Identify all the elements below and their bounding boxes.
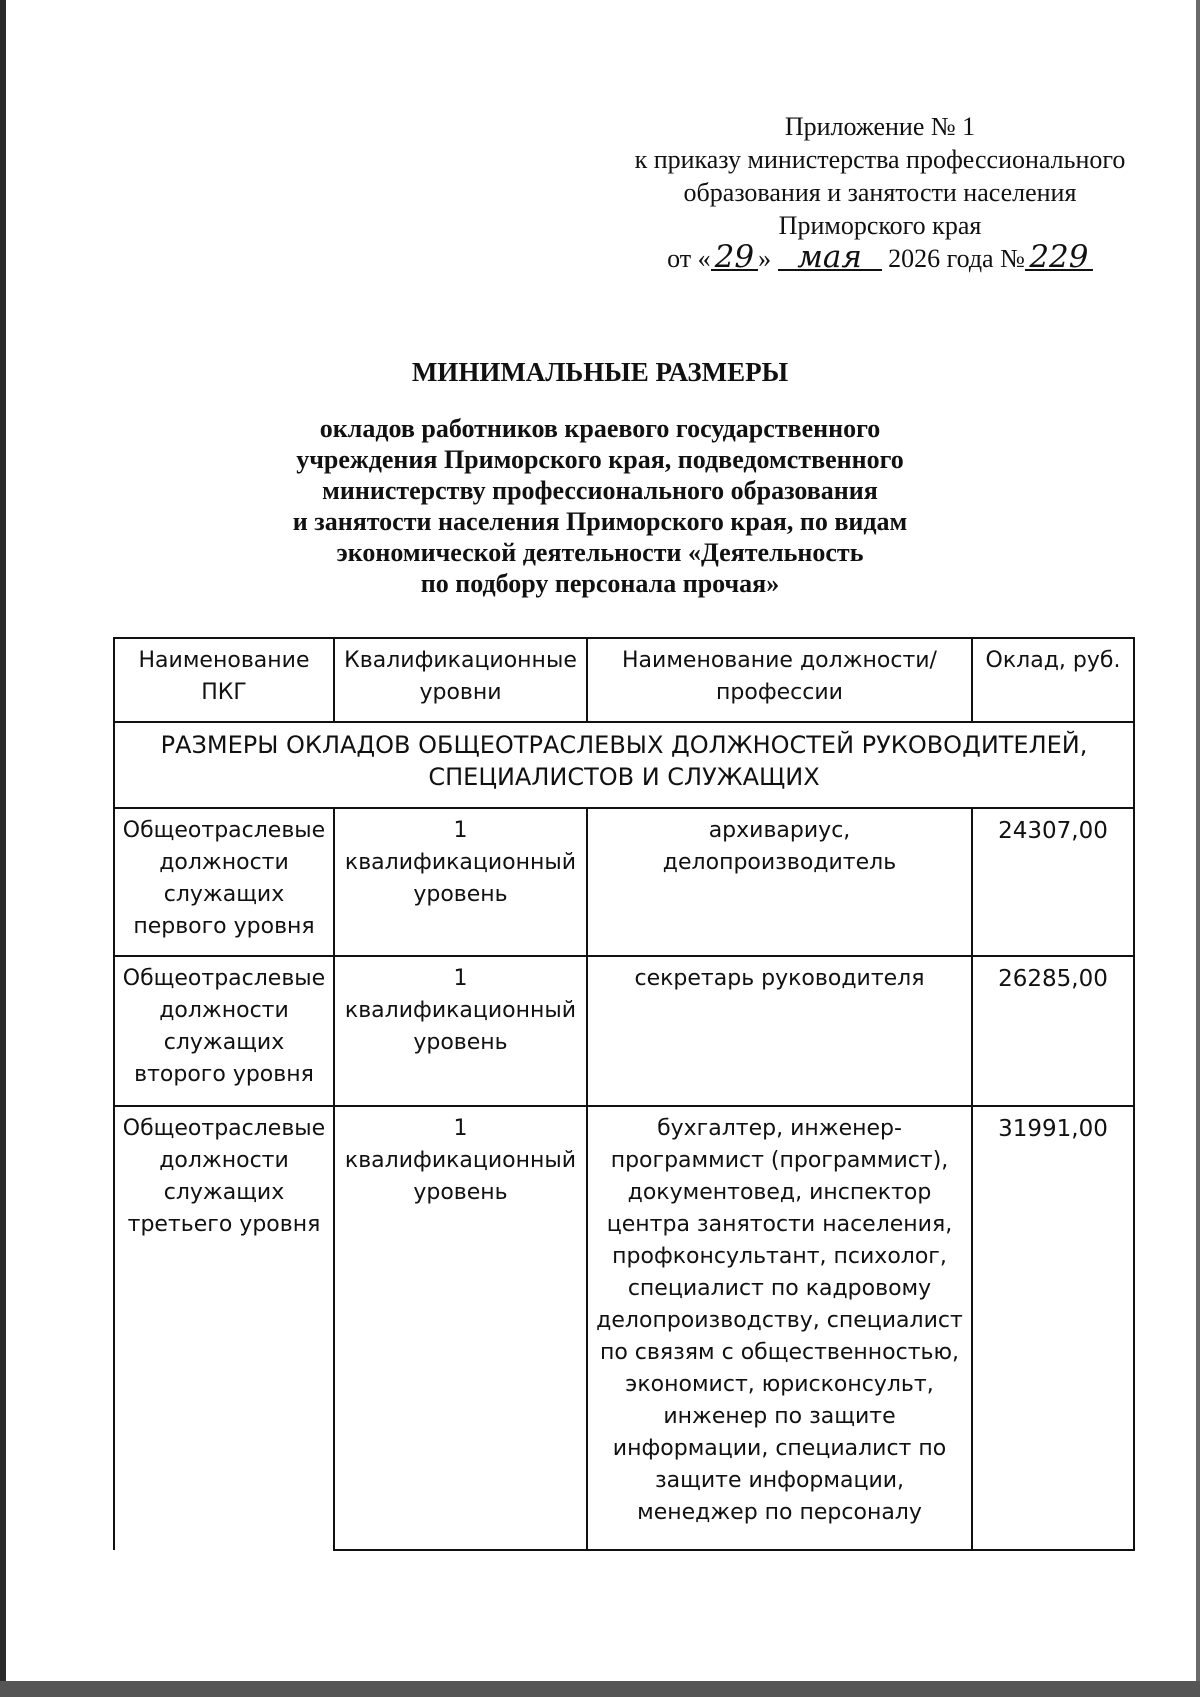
cell-salary: 31991,00 bbox=[972, 1106, 1134, 1550]
year-text: 2026 года № bbox=[888, 244, 1025, 273]
order-ref-line-2: образования и занятости населения bbox=[683, 178, 1077, 207]
header-levels: Квалификационные уровни bbox=[334, 638, 587, 722]
cell-level: 1 квалификационный уровень bbox=[334, 956, 587, 1106]
table-section-row bbox=[114, 722, 1134, 808]
order-ref-line-1: к приказу министерства профессионального bbox=[634, 145, 1126, 174]
date-prefix: от « bbox=[667, 244, 711, 273]
order-date-line bbox=[590, 239, 1170, 275]
handwritten-order-number: 229 bbox=[1025, 245, 1093, 271]
approval-block bbox=[590, 110, 1170, 275]
cell-level: 1 квалификационный уровень bbox=[334, 1106, 587, 1550]
document-title: МИНИМАЛЬНЫЕ РАЗМЕРЫ bbox=[411, 357, 789, 387]
document-subtitle bbox=[180, 413, 1020, 599]
cell-pkg: Общеотраслевые должности служащих третьего уровня bbox=[114, 1106, 334, 1550]
scan-left-edge bbox=[0, 0, 6, 1697]
handwritten-month: мая bbox=[778, 245, 882, 271]
subtitle-line: экономической деятельности «Деятельность bbox=[336, 538, 864, 567]
table-row bbox=[114, 808, 1134, 956]
subtitle-line: по подбору персонала прочая» bbox=[420, 569, 780, 598]
header-pkg: Наименование ПКГ bbox=[114, 638, 334, 722]
cell-level: 1 квалификационный уровень bbox=[334, 808, 587, 956]
appendix-label: Приложение № 1 bbox=[784, 112, 976, 141]
cell-positions: секретарь руководителя bbox=[587, 956, 972, 1106]
table-row bbox=[114, 1106, 1134, 1550]
table-header-row bbox=[114, 638, 1134, 722]
header-salary: Оклад, руб. bbox=[972, 638, 1134, 722]
cell-salary: 24307,00 bbox=[972, 808, 1134, 956]
header-position: Наименование должности/профессии bbox=[587, 638, 972, 722]
subtitle-line: учреждения Приморского края, подведомственного bbox=[296, 445, 904, 474]
salary-table bbox=[113, 637, 1135, 1551]
cell-positions: архивариус, делопроизводитель bbox=[587, 808, 972, 956]
date-separator: » bbox=[758, 244, 772, 273]
handwritten-day: 29 bbox=[711, 245, 758, 271]
table-row bbox=[114, 956, 1134, 1106]
cell-salary: 26285,00 bbox=[972, 956, 1134, 1106]
scan-bottom-edge bbox=[0, 1681, 1200, 1697]
cell-positions: бухгалтер, инженер-программист (программист), документовед, инспектор центра занятости населения, профконсультант, психолог, специалист по кадровому делопроизводству, специалист по связям с общественностью, экономист, юрисконсульт, инженер по защите информации, специалист по защите информации, менеджер по персоналу bbox=[587, 1106, 972, 1550]
cell-pkg: Общеотраслевые должности служащих первого уровня bbox=[114, 808, 334, 956]
cell-pkg: Общеотраслевые должности служащих второго уровня bbox=[114, 956, 334, 1106]
scan-right-edge bbox=[1196, 0, 1200, 1697]
subtitle-line: окладов работников краевого государственного bbox=[319, 414, 881, 443]
order-ref-line-3: Приморского края bbox=[778, 211, 982, 240]
subtitle-line: министерству профессионального образования bbox=[322, 476, 878, 505]
section-title: РАЗМЕРЫ ОКЛАДОВ ОБЩЕОТРАСЛЕВЫХ ДОЛЖНОСТЕЙ РУКОВОДИТЕЛЕЙ, СПЕЦИАЛИСТОВ И СЛУЖАЩИХ bbox=[114, 722, 1134, 808]
subtitle-line: и занятости населения Приморского края, по видам bbox=[292, 507, 908, 536]
